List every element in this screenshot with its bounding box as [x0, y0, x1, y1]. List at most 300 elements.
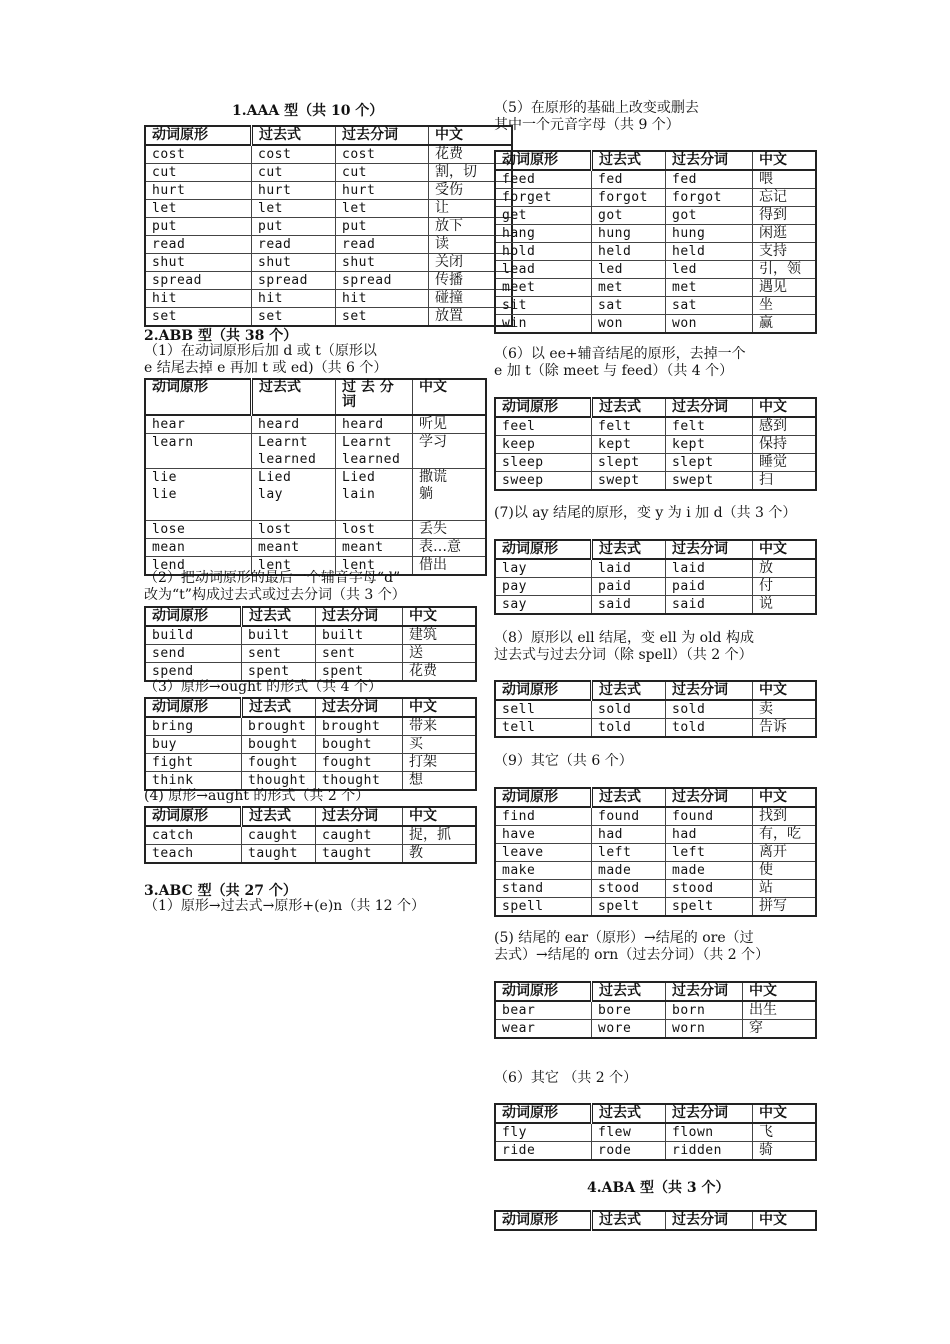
column-header: 过去式: [592, 982, 666, 1001]
column-header: 过去分词: [666, 1211, 753, 1230]
column-header: 中文: [753, 1104, 817, 1123]
verb-form-cell: hold: [495, 243, 592, 261]
verb-form-cell: worn: [666, 1020, 743, 1039]
meaning-cell: 花费: [429, 145, 513, 164]
column-header: 过去式: [592, 788, 666, 807]
meaning-cell: 送: [403, 645, 477, 663]
verb-form-cell: think: [145, 772, 242, 791]
meaning-cell: 碰撞: [429, 290, 513, 308]
verb-form-cell: cost: [145, 145, 252, 164]
column-header: 过去分词: [316, 807, 403, 826]
column-header: 过去式: [592, 1211, 666, 1230]
verb-form-cell: lose: [145, 521, 252, 539]
verb-form-cell: found: [592, 807, 666, 826]
verb-form-cell: put: [252, 218, 336, 236]
verb-form-cell: caught: [242, 826, 316, 845]
verb-form-cell: wear: [495, 1020, 592, 1039]
verb-form-cell: spelt: [666, 898, 753, 917]
meaning-cell: 关闭: [429, 254, 513, 272]
column-header: 中文: [753, 151, 817, 170]
verb-form-cell: make: [495, 862, 592, 880]
verb-form-cell: forgot: [666, 189, 753, 207]
table-row: [495, 1123, 816, 1142]
meaning-cell: 读: [429, 236, 513, 254]
verb-form-cell: lend: [145, 557, 252, 576]
s9-desc: （9）其它（共 6 个）: [494, 753, 633, 769]
meaning-cell: 想: [403, 772, 477, 791]
abb2-desc-line2: 改为“t”构成过去式或过去分词（共 3 个）: [144, 587, 406, 603]
table-row: [495, 719, 816, 738]
column-header: 过去式: [252, 126, 336, 145]
verb-form-cell: cost: [336, 145, 429, 164]
verb-form-cell: laid: [592, 559, 666, 578]
verb-form-cell: flown: [666, 1123, 753, 1142]
table-row: [145, 754, 476, 772]
meaning-cell: 找到: [753, 807, 817, 826]
verb-form-cell: hurt: [145, 182, 252, 200]
verb-form-cell: shut: [145, 254, 252, 272]
table-row: [495, 596, 816, 615]
table-row: [495, 1001, 816, 1020]
abb4-table: [144, 806, 477, 864]
table-row: [495, 700, 816, 719]
verb-form-cell: mean: [145, 539, 252, 557]
column-header: 中文: [403, 807, 477, 826]
table-row: [495, 578, 816, 596]
column-header: 动词原形: [495, 788, 592, 807]
verb-form-cell: fought: [242, 754, 316, 772]
column-header: 动词原形: [145, 379, 252, 415]
table-row: [145, 290, 512, 308]
meaning-cell: 教: [403, 845, 477, 864]
verb-form-cell: read: [336, 236, 429, 254]
table-row: [495, 297, 816, 315]
verb-form-cell: taught: [242, 845, 316, 864]
verb-form-cell: Lied lain: [336, 469, 413, 521]
verb-form-cell: let: [252, 200, 336, 218]
table-row: [145, 434, 486, 469]
verb-form-cell: fought: [316, 754, 403, 772]
verb-form-cell: meant: [336, 539, 413, 557]
verb-form-cell: Learnt learned: [336, 434, 413, 469]
column-header: 动词原形: [145, 126, 252, 145]
table-row: [145, 469, 486, 521]
verb-form-cell: tell: [495, 719, 592, 738]
column-header: 过去式: [242, 698, 316, 717]
table-row: [495, 1142, 816, 1161]
column-header: 中文: [753, 788, 817, 807]
meaning-cell: 放: [753, 559, 817, 578]
column-header: 过去式: [592, 151, 666, 170]
verb-form-cell: thought: [242, 772, 316, 791]
verb-form-cell: sold: [666, 700, 753, 719]
column-header: 中文: [403, 607, 477, 626]
column-header: 动词原形: [495, 151, 592, 170]
verb-form-cell: say: [495, 596, 592, 615]
verb-form-cell: hurt: [252, 182, 336, 200]
meaning-cell: 站: [753, 880, 817, 898]
meaning-cell: 花费: [403, 663, 477, 682]
verb-form-cell: spend: [145, 663, 242, 682]
column-header: 动词原形: [145, 807, 242, 826]
table-row: [495, 436, 816, 454]
verb-form-cell: won: [592, 315, 666, 334]
abb2-desc-line1: （2）把动词原形的最后一个辅音字母“d”: [144, 570, 401, 586]
s5-table: [494, 150, 817, 334]
table-row: [495, 472, 816, 491]
verb-form-cell: bore: [592, 1001, 666, 1020]
table-row: [145, 164, 512, 182]
table-row: [145, 415, 486, 434]
table-row: [145, 539, 486, 557]
verb-form-cell: heard: [252, 415, 336, 434]
meaning-cell: 穿: [743, 1020, 817, 1039]
table-header-row: [145, 807, 476, 826]
s8-desc-line1: （8）原形以 ell 结尾，变 ell 为 old 构成: [494, 630, 754, 646]
verb-form-cell: met: [592, 279, 666, 297]
aba-table: [494, 1210, 817, 1231]
verb-form-cell: met: [666, 279, 753, 297]
table-row: [145, 626, 476, 645]
verb-form-cell: sell: [495, 700, 592, 719]
column-header: 中文: [429, 126, 513, 145]
verb-form-cell: Learnt learned: [252, 434, 336, 469]
verb-form-cell: sweep: [495, 472, 592, 491]
verb-form-cell: paid: [592, 578, 666, 596]
meaning-cell: 带来: [403, 717, 477, 736]
verb-form-cell: hit: [145, 290, 252, 308]
aba-title: 4.ABA 型（共 3 个）: [587, 1180, 730, 1196]
meaning-cell: 忘记: [753, 189, 817, 207]
meaning-cell: 保持: [753, 436, 817, 454]
meaning-cell: 拼写: [753, 898, 817, 917]
table-row: [145, 236, 512, 254]
s6-desc-line1: （6）以 ee+辅音结尾的原形，去掉一个: [494, 346, 746, 362]
meaning-cell: 飞: [753, 1123, 817, 1142]
verb-form-cell: ride: [495, 1142, 592, 1161]
verb-form-cell: put: [145, 218, 252, 236]
verb-form-cell: hang: [495, 225, 592, 243]
table-row: [495, 279, 816, 297]
table-row: [495, 826, 816, 844]
verb-form-cell: catch: [145, 826, 242, 845]
column-header: 动词原形: [145, 607, 242, 626]
column-header: 过 去 分 词: [336, 379, 413, 415]
verb-form-cell: hit: [252, 290, 336, 308]
table-row: [495, 1020, 816, 1039]
verb-form-cell: sleep: [495, 454, 592, 472]
table-row: [145, 272, 512, 290]
s11-table: [494, 1103, 817, 1161]
verb-form-cell: get: [495, 207, 592, 225]
verb-form-cell: read: [145, 236, 252, 254]
verb-form-cell: spread: [145, 272, 252, 290]
verb-form-cell: set: [252, 308, 336, 327]
verb-form-cell: born: [666, 1001, 743, 1020]
meaning-cell: 传播: [429, 272, 513, 290]
s10-desc-line2: 去式）→结尾的 orn（过去分词）（共 2 个）: [494, 947, 770, 963]
meaning-cell: 买: [403, 736, 477, 754]
verb-form-cell: bought: [316, 736, 403, 754]
column-header: 中文: [753, 681, 817, 700]
s9-table: [494, 787, 817, 917]
verb-form-cell: left: [666, 844, 753, 862]
abb3-desc: （3）原形→ought 的形式（共 4 个）: [144, 679, 382, 695]
s10-desc-line1: (5) 结尾的 ear（原形）→结尾的 ore（过: [494, 930, 754, 946]
column-header: 过去分词: [666, 151, 753, 170]
verb-form-cell: meet: [495, 279, 592, 297]
meaning-cell: 受伤: [429, 182, 513, 200]
column-header: 中文: [753, 540, 817, 559]
meaning-cell: 遇见: [753, 279, 817, 297]
verb-form-cell: wore: [592, 1020, 666, 1039]
verb-form-cell: hear: [145, 415, 252, 434]
verb-form-cell: said: [592, 596, 666, 615]
column-header: 过去分词: [666, 982, 743, 1001]
verb-form-cell: hit: [336, 290, 429, 308]
meaning-cell: 支持: [753, 243, 817, 261]
s5-desc-line1: （5）在原形的基础上改变或删去: [494, 100, 699, 116]
meaning-cell: 撒谎 躺: [413, 469, 487, 521]
table-row: [495, 862, 816, 880]
table-row: [145, 218, 512, 236]
verb-form-cell: pay: [495, 578, 592, 596]
abb2-table: [144, 606, 477, 682]
verb-form-cell: spread: [336, 272, 429, 290]
meaning-cell: 喂: [753, 170, 817, 189]
column-header: 过去式: [592, 540, 666, 559]
verb-form-cell: leave: [495, 844, 592, 862]
table-row: [495, 225, 816, 243]
table-row: [145, 717, 476, 736]
table-header-row: [145, 698, 476, 717]
verb-form-cell: built: [316, 626, 403, 645]
meaning-cell: 卖: [753, 700, 817, 719]
verb-form-cell: fly: [495, 1123, 592, 1142]
table-row: [495, 189, 816, 207]
verb-form-cell: ridden: [666, 1142, 753, 1161]
verb-form-cell: spelt: [592, 898, 666, 917]
s5-desc-line2: 其中一个元音字母（共 9 个）: [494, 117, 680, 133]
meaning-cell: 感到: [753, 417, 817, 436]
verb-form-cell: told: [666, 719, 753, 738]
verb-form-cell: had: [592, 826, 666, 844]
verb-form-cell: spent: [242, 663, 316, 682]
verb-form-cell: kept: [666, 436, 753, 454]
column-header: 过去分词: [666, 788, 753, 807]
aaa-title: 1.AAA 型（共 10 个）: [232, 103, 384, 119]
s11-desc: （6）其它 （共 2 个）: [494, 1070, 638, 1086]
verb-form-cell: sold: [592, 700, 666, 719]
verb-form-cell: sent: [242, 645, 316, 663]
verb-form-cell: cut: [252, 164, 336, 182]
table-header-row: [495, 788, 816, 807]
verb-form-cell: Lied lay: [252, 469, 336, 521]
meaning-cell: 扫: [753, 472, 817, 491]
verb-form-cell: shut: [252, 254, 336, 272]
table-header-row: [495, 151, 816, 170]
s10-table: [494, 981, 817, 1039]
verb-form-cell: led: [592, 261, 666, 279]
verb-form-cell: shut: [336, 254, 429, 272]
table-row: [495, 880, 816, 898]
table-row: [145, 645, 476, 663]
column-header: 动词原形: [495, 982, 592, 1001]
meaning-cell: 割，切: [429, 164, 513, 182]
verb-form-cell: cut: [145, 164, 252, 182]
table-row: [495, 898, 816, 917]
column-header: 过去分词: [666, 681, 753, 700]
meaning-cell: 坐: [753, 297, 817, 315]
s7-desc: (7)以 ay 结尾的原形，变 y 为 i 加 d（共 3 个）: [494, 505, 797, 521]
table-row: [495, 243, 816, 261]
column-header: 过去分词: [666, 398, 753, 417]
meaning-cell: 丢失: [413, 521, 487, 539]
column-header: 过去式: [242, 607, 316, 626]
verb-form-cell: stand: [495, 880, 592, 898]
verb-form-cell: let: [145, 200, 252, 218]
table-row: [495, 844, 816, 862]
meaning-cell: 骑: [753, 1142, 817, 1161]
verb-form-cell: lie lie: [145, 469, 252, 521]
verb-form-cell: made: [592, 862, 666, 880]
meaning-cell: 表…意: [413, 539, 487, 557]
meaning-cell: 说: [753, 596, 817, 615]
table-header-row: [495, 540, 816, 559]
verb-form-cell: sent: [316, 645, 403, 663]
meaning-cell: 告诉: [753, 719, 817, 738]
column-header: 动词原形: [495, 1104, 592, 1123]
verb-form-cell: find: [495, 807, 592, 826]
verb-form-cell: bought: [242, 736, 316, 754]
table-row: [145, 736, 476, 754]
verb-form-cell: fed: [666, 170, 753, 189]
table-header-row: [145, 607, 476, 626]
meaning-cell: 打架: [403, 754, 477, 772]
verb-form-cell: put: [336, 218, 429, 236]
table-header-row: [495, 982, 816, 1001]
verb-form-cell: had: [666, 826, 753, 844]
column-header: 动词原形: [495, 540, 592, 559]
verb-form-cell: said: [666, 596, 753, 615]
verb-form-cell: taught: [316, 845, 403, 864]
verb-form-cell: forget: [495, 189, 592, 207]
column-header: 过去分词: [336, 126, 429, 145]
column-header: 中文: [753, 1211, 817, 1230]
verb-form-cell: caught: [316, 826, 403, 845]
column-header: 动词原形: [495, 398, 592, 417]
verb-form-cell: bring: [145, 717, 242, 736]
table-row: [495, 454, 816, 472]
verb-form-cell: have: [495, 826, 592, 844]
column-header: 动词原形: [495, 1211, 592, 1230]
table-header-row: [495, 681, 816, 700]
verb-form-cell: send: [145, 645, 242, 663]
table-row: [145, 145, 512, 164]
verb-form-cell: sat: [592, 297, 666, 315]
column-header: 中文: [413, 379, 487, 415]
table-row: [495, 807, 816, 826]
verb-form-cell: held: [666, 243, 753, 261]
verb-form-cell: lost: [252, 521, 336, 539]
verb-form-cell: learn: [145, 434, 252, 469]
verb-form-cell: slept: [592, 454, 666, 472]
abb4-desc: (4) 原形→aught 的形式（共 2 个）: [144, 788, 370, 804]
table-row: [145, 200, 512, 218]
verb-form-cell: bear: [495, 1001, 592, 1020]
meaning-cell: 放下: [429, 218, 513, 236]
verb-form-cell: heard: [336, 415, 413, 434]
abb3-table: [144, 697, 477, 791]
verb-form-cell: hurt: [336, 182, 429, 200]
table-row: [495, 170, 816, 189]
verb-form-cell: set: [145, 308, 252, 327]
meaning-cell: 得到: [753, 207, 817, 225]
verb-form-cell: hung: [592, 225, 666, 243]
column-header: 过去分词: [316, 698, 403, 717]
column-header: 过去分词: [666, 540, 753, 559]
meaning-cell: 放置: [429, 308, 513, 327]
meaning-cell: 离开: [753, 844, 817, 862]
verb-form-cell: hung: [666, 225, 753, 243]
column-header: 过去分词: [316, 607, 403, 626]
table-row: [145, 521, 486, 539]
table-row: [145, 845, 476, 864]
verb-form-cell: led: [666, 261, 753, 279]
verb-form-cell: kept: [592, 436, 666, 454]
table-row: [495, 261, 816, 279]
column-header: 动词原形: [145, 698, 242, 717]
meaning-cell: 使: [753, 862, 817, 880]
verb-form-cell: told: [592, 719, 666, 738]
abb1-table: [144, 378, 487, 576]
verb-form-cell: read: [252, 236, 336, 254]
verb-form-cell: flew: [592, 1123, 666, 1142]
verb-form-cell: fed: [592, 170, 666, 189]
meaning-cell: 借出: [413, 557, 487, 576]
column-header: 中文: [753, 398, 817, 417]
table-row: [495, 417, 816, 436]
table-header-row: [495, 1211, 816, 1230]
verb-form-cell: brought: [316, 717, 403, 736]
verb-form-cell: swept: [666, 472, 753, 491]
verb-form-cell: sit: [495, 297, 592, 315]
verb-form-cell: slept: [666, 454, 753, 472]
verb-form-cell: brought: [242, 717, 316, 736]
table-header-row: [145, 126, 512, 145]
column-header: 过去式: [242, 807, 316, 826]
verb-form-cell: paid: [666, 578, 753, 596]
verb-form-cell: set: [336, 308, 429, 327]
meaning-cell: 闲逛: [753, 225, 817, 243]
verb-form-cell: stood: [666, 880, 753, 898]
column-header: 过去式: [592, 1104, 666, 1123]
column-header: 动词原形: [495, 681, 592, 700]
meaning-cell: 建筑: [403, 626, 477, 645]
verb-form-cell: lost: [336, 521, 413, 539]
verb-form-cell: spread: [252, 272, 336, 290]
verb-form-cell: left: [592, 844, 666, 862]
table-header-row: [495, 1104, 816, 1123]
table-header-row: [495, 398, 816, 417]
verb-form-cell: swept: [592, 472, 666, 491]
s8-desc-line2: 过去式与过去分词（除 spell）（共 2 个）: [494, 647, 753, 663]
verb-form-cell: laid: [666, 559, 753, 578]
abc-title: 3.ABC 型（共 27 个）: [144, 883, 297, 899]
table-header-row: [145, 379, 486, 415]
verb-form-cell: feel: [495, 417, 592, 436]
verb-form-cell: teach: [145, 845, 242, 864]
